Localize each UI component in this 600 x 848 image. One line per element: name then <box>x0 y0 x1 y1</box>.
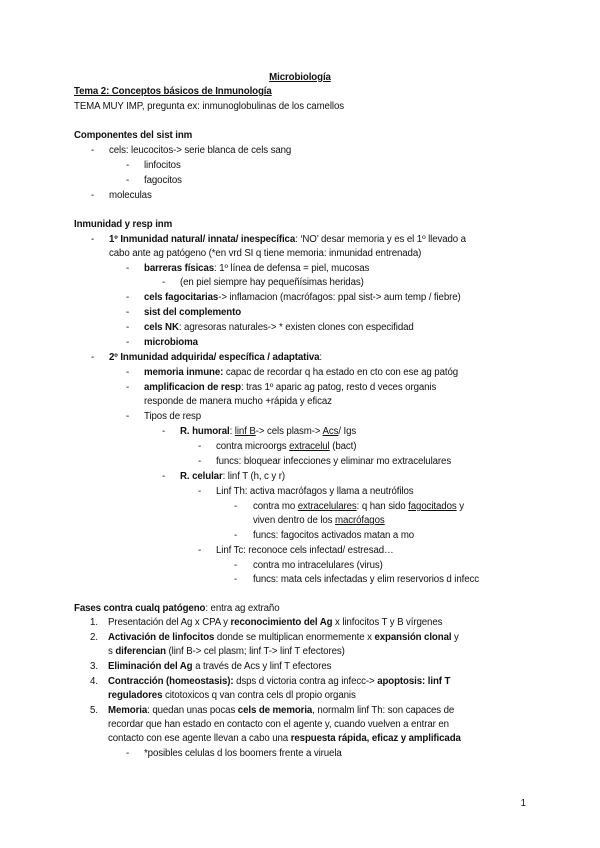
list-item-cont <box>108 646 345 658</box>
text: / Igs <box>338 426 357 437</box>
bold-term: apoptosis: linf T <box>377 676 451 687</box>
bold-term: Eliminación del Ag <box>108 661 193 672</box>
text: , normalm linf Th: son capaces de <box>312 705 455 716</box>
bold-term: Memoria <box>108 705 148 716</box>
bold-term: cels NK <box>144 322 179 333</box>
bold-term: Activación de linfocitos <box>108 632 215 643</box>
bullet-dash: - <box>234 501 238 512</box>
text: : ‘NO’ desar memoria y es el 1º llevado a <box>295 234 466 245</box>
list-item-cont <box>108 690 356 702</box>
underlined-term: extracelulares <box>297 501 357 512</box>
bold-term: memoria inmune: <box>144 367 224 378</box>
bullet-dash: - <box>126 748 130 759</box>
text: : q han sido <box>356 501 409 512</box>
text: dsps d victoria contra ag infecc-> <box>233 676 378 687</box>
list-item <box>108 705 454 717</box>
bold-term: cels fagocitarias <box>144 292 219 303</box>
list-item: Tipos de resp <box>144 411 202 422</box>
bullet-dash: - <box>91 145 95 156</box>
list-item: sist del complemento <box>144 307 242 318</box>
text: : entra ag extraño <box>205 603 280 614</box>
list-item <box>144 322 414 334</box>
bullet-dash: - <box>162 471 166 482</box>
bullet-dash: - <box>126 411 130 422</box>
list-item: Linf Th: activa macrófagos y llama a neutrófilos <box>216 486 414 497</box>
text: citotoxicos q van contra cels dl propio organis <box>162 690 356 701</box>
bold-term: 1º Inmunidad natural/ innata/ inespecífica <box>109 234 296 245</box>
bullet-dash: - <box>126 382 130 393</box>
list-item-cont <box>253 515 385 527</box>
list-item-cont <box>108 733 461 745</box>
list-number: 5. <box>90 705 99 716</box>
bullet-dash: - <box>234 530 238 541</box>
text: : quedan unas pocas <box>147 705 238 716</box>
bullet-dash: - <box>126 367 130 378</box>
text: Presentación del Ag x CPA y <box>108 617 231 628</box>
bold-term: R. celular <box>180 471 223 482</box>
bullet-dash: - <box>198 486 202 497</box>
bold-term: amplificacion de resp <box>144 382 241 393</box>
bullet-dash: - <box>126 263 130 274</box>
list-item: Linf Tc: reconoce cels infectad/ estresad… <box>216 545 394 556</box>
bullet-dash: - <box>126 322 130 333</box>
list-item: funcs: mata cels infectadas y elim reservorios d infecc <box>253 574 480 585</box>
heading-fases <box>74 603 279 615</box>
text: contra mo <box>253 501 298 512</box>
text: (linf B-> cel plasm; linf T-> linf T efectores) <box>165 646 345 657</box>
list-item <box>144 263 369 275</box>
bullet-dash: - <box>162 426 166 437</box>
text: x linfocitos T y B vírgenes <box>332 617 443 628</box>
text: : tras 1º aparic ag patog, resto d veces organis <box>240 382 437 393</box>
bold-term: 2º Inmunidad adquirida/ específica / adaptativa <box>109 352 320 363</box>
bold-term: reguladores <box>108 690 163 701</box>
text: : <box>319 352 323 363</box>
list-item: funcs: bloquear infecciones y eliminar mo extracelulares <box>216 456 452 467</box>
list-item: contra mo intracelulares (virus) <box>253 560 383 571</box>
text: s <box>108 646 116 657</box>
list-item <box>108 676 450 688</box>
underlined-term: fagocitados <box>408 501 457 512</box>
bullet-dash: - <box>234 560 238 571</box>
text: y <box>451 632 459 643</box>
text: -> cels plasm-> <box>255 426 323 437</box>
note-line: TEMA MUY IMP, pregunta ex: inmunoglobulinas de los camellos <box>74 101 344 112</box>
text: contacto con ese agente llevan a cabo una <box>108 733 291 744</box>
list-item: cels: leucocitos-> serie blanca de cels sang <box>109 145 292 156</box>
underlined-term: extracelul <box>289 441 330 452</box>
bullet-dash: - <box>91 352 95 363</box>
page-number: 1 <box>520 798 526 809</box>
heading-componentes: Componentes del sist inm <box>74 130 193 141</box>
list-number: 4. <box>90 676 99 687</box>
bold-term: cels de memoria <box>237 705 313 716</box>
text: contra microorgs <box>216 441 290 452</box>
list-item: microbioma <box>144 337 198 348</box>
list-item <box>180 426 356 438</box>
bold-term: diferencian <box>115 646 166 657</box>
list-item <box>144 292 461 304</box>
list-item: (en piel siempre hay pequeñísimas heridas) <box>180 277 364 288</box>
bullet-dash: - <box>198 456 202 467</box>
bullet-dash: - <box>162 277 166 288</box>
section-title: Tema 2: Conceptos básicos de Inmunología <box>74 86 272 97</box>
bullet-dash: - <box>198 545 202 556</box>
text: viven dentro de los <box>253 515 336 526</box>
bullet-dash: - <box>126 160 130 171</box>
bullet-dash: - <box>91 234 95 245</box>
list-item <box>216 441 356 453</box>
list-item <box>144 382 436 394</box>
text: : <box>229 426 235 437</box>
text: -> inflamacion (macrófagos: ppal sist-> aum temp / fiebre) <box>218 292 461 303</box>
bold-term: respuesta rápida, eficaz y amplificada <box>290 733 461 744</box>
list-item <box>144 367 458 379</box>
text: : linf T (h, c y r) <box>222 471 285 482</box>
list-item <box>180 471 285 483</box>
bullet-dash: - <box>126 307 130 318</box>
underlined-term: Acs <box>322 426 339 437</box>
bold-term: barreras físicas <box>144 263 215 274</box>
list-item-cont: cabo ante ag patógeno (*en vrd SI q tiene memoria: inmunidad entrenada) <box>109 248 422 259</box>
bold-term: Contracción (homeostasis): <box>108 676 234 687</box>
list-number: 3. <box>90 661 99 672</box>
list-item: fagocitos <box>144 175 182 186</box>
list-item <box>108 661 331 673</box>
bullet-dash: - <box>198 441 202 452</box>
list-item <box>109 234 466 246</box>
text: capac de recordar q ha estado en cto con ese ag patóg <box>223 367 459 378</box>
list-item: linfocitos <box>144 160 181 171</box>
bold-term: reconocimiento del Ag <box>230 617 333 628</box>
text: : 1º línea de defensa = piel, mucosas <box>214 263 370 274</box>
bullet-dash: - <box>126 175 130 186</box>
list-item: funcs: fagocitos activados matan a mo <box>253 530 415 541</box>
bullet-dash: - <box>126 337 130 348</box>
bold-term: R. humoral <box>180 426 230 437</box>
list-number: 1. <box>90 617 99 628</box>
heading-inmunidad: Inmunidad y resp inm <box>74 219 173 230</box>
list-item: *posibles celulas d los boomers frente a viruela <box>144 748 342 759</box>
text: : agresoras naturales-> * existen clones con especifidad <box>178 322 414 333</box>
bullet-dash: - <box>126 292 130 303</box>
underlined-term: linf B <box>234 426 256 437</box>
text: donde se multiplican enormemente x <box>214 632 375 643</box>
list-item <box>108 632 459 644</box>
list-item-cont: recordar que han estado en contacto con el agente y, cuando vuelven a entrar en <box>108 719 449 730</box>
list-item <box>109 352 322 364</box>
bullet-dash: - <box>234 574 238 585</box>
bold-term: expansión clonal <box>374 632 452 643</box>
underlined-term: macrófagos <box>335 515 385 526</box>
text: y <box>456 501 464 512</box>
text: (bact) <box>329 441 357 452</box>
list-item: moleculas <box>109 190 152 201</box>
bold-term: Fases contra cualq patógeno <box>74 603 206 614</box>
list-item-cont: responde de manera mucho +rápida y eficaz <box>144 396 332 407</box>
page-title: Microbiología <box>269 72 331 83</box>
text: a través de Acs y linf T efectores <box>192 661 332 672</box>
list-item <box>253 501 464 513</box>
list-item <box>108 617 442 629</box>
list-number: 2. <box>90 632 99 643</box>
bullet-dash: - <box>91 190 95 201</box>
